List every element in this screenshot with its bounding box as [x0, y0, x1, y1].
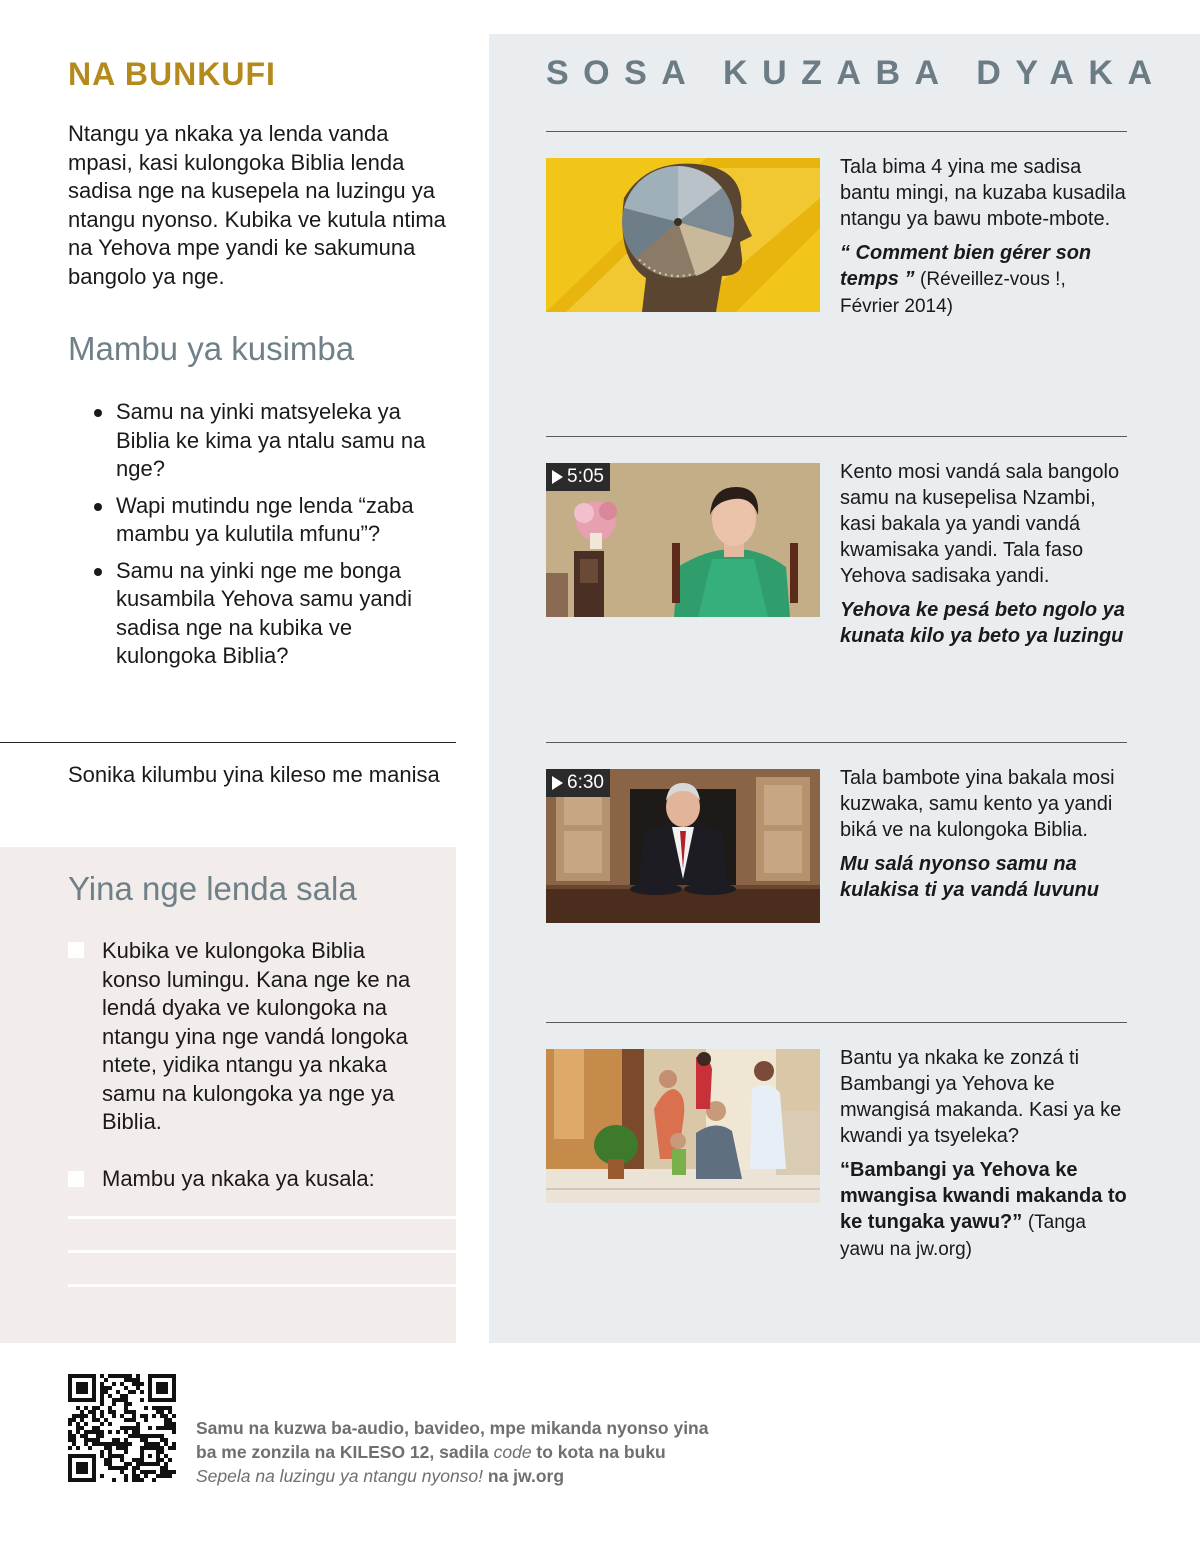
- writing-line[interactable]: [68, 1216, 456, 1219]
- video-duration-badge: [546, 769, 610, 797]
- review-list: [92, 398, 442, 679]
- article-title[interactable]: “ Comment bien gérer son temps ”: [840, 242, 1092, 290]
- article-source: (Tanga yawu na jw.org): [840, 1212, 1086, 1260]
- family-home-photo-icon: [546, 1049, 820, 1203]
- video-title[interactable]: Yehova ke pesá beto ngolo ya kunata kilo ya beto ya luzingu: [840, 599, 1125, 647]
- head-clock-illustration-icon: [546, 158, 820, 312]
- article-description: [840, 154, 1130, 320]
- task-item: Mambu ya nkaka ya kusala:: [102, 1166, 375, 1191]
- article-reference[interactable]: [840, 1157, 1130, 1263]
- video-description: [840, 459, 1130, 649]
- task-item: Kubika ve kulongoka Biblia konso lumingu. Kana nge ke na lendá dyaka ve kulongoka na ntangu yina nge vandá longoka ntete, yidika ntangu ya nkaka samu na kulongoka ya nge ya Biblia.: [102, 938, 411, 1134]
- divider: [546, 742, 1127, 743]
- video-description: [840, 765, 1130, 903]
- article-thumbnail[interactable]: [546, 158, 820, 312]
- qr-code-icon[interactable]: [68, 1374, 176, 1482]
- video-title[interactable]: Mu salá nyonso samu na kulakisa ti ya vandá luvunu: [840, 853, 1099, 901]
- article-source: (Réveillez-vous !, Février 2014): [840, 269, 1066, 317]
- divider: [546, 1022, 1127, 1023]
- play-icon: [552, 470, 563, 484]
- task-checkbox[interactable]: [68, 1171, 84, 1187]
- review-question: Samu na yinki nge me bonga kusambila Yehova samu yandi sadisa nge na kubika ve kulongoka Biblia?: [92, 557, 442, 671]
- article-reference[interactable]: [840, 240, 1130, 320]
- article-summary: Bantu ya nkaka ke zonzá ti Bambangi ya Yehova ke mwangisá makanda. Kasi ya ke kwandi ya tsyeleka?: [840, 1047, 1122, 1147]
- article-title[interactable]: “Bambangi ya Yehova ke mwangisa kwandi makanda to ke tungaka yawu?”: [840, 1159, 1127, 1233]
- video-duration-badge: [546, 463, 610, 491]
- article-summary: Tala bima 4 yina me sadisa bantu mingi, na kuzaba kusadila ntangu ya bawu mbote-mbote.: [840, 156, 1126, 230]
- summary-title: NA BUNKUFI: [68, 56, 276, 92]
- video-summary: Kento mosi vandá sala bangolo samu na kusepelisa Nzambi, kasi bakala ya yandi vandá kwamisaka yandi. Tala faso Yehova sadisaka yandi.: [840, 461, 1120, 587]
- writing-line[interactable]: [68, 1250, 456, 1253]
- video-summary: Tala bambote yina bakala mosi kuzwaka, samu kento ya yandi biká ve na kulongoka Biblia.: [840, 767, 1115, 841]
- video-duration: 6:30: [567, 772, 604, 793]
- divider: [0, 742, 456, 743]
- review-title: Mambu ya kusimba: [68, 330, 355, 367]
- summary-text: Ntangu ya nkaka ya lenda vanda mpasi, kasi kulongoka Biblia lenda sadisa nge na kusepela na luzingu ya ntangu nyonso. Kubika ve kutula ntima na Yehova mpe yandi ke sakumuna bangolo ya nge.: [68, 121, 446, 289]
- qr-code-graphic: [68, 1374, 176, 1482]
- video-thumbnail[interactable]: [546, 769, 820, 923]
- footer-text: [196, 1416, 716, 1488]
- play-icon: [552, 776, 563, 790]
- video-duration: 5:05: [567, 466, 604, 487]
- completion-date-label: Sonika kilumbu yina kileso me manisa: [68, 762, 440, 787]
- review-question: Wapi mutindu nge lenda “zaba mambu ya kulutila mfunu”?: [92, 492, 442, 549]
- explore-title: SOSA KUZABA DYAKA: [546, 54, 1167, 92]
- divider: [546, 436, 1127, 437]
- article-description: [840, 1045, 1130, 1263]
- video-thumbnail[interactable]: [546, 463, 820, 617]
- divider: [546, 131, 1127, 132]
- footer-text-part: to kota na buku: [531, 1442, 666, 1462]
- footer-book-title: Sepela na luzingu ya ntangu nyonso!: [196, 1466, 484, 1486]
- article-thumbnail[interactable]: [546, 1049, 820, 1203]
- review-question: Samu na yinki matsyeleka ya Biblia ke kima ya ntalu samu na nge?: [92, 398, 442, 484]
- writing-line[interactable]: [68, 1284, 456, 1287]
- footer-text-part: Samu na kuzwa ba-audio, bavideo, mpe mikanda nyonso yina ba me zonzila na KILESO 12, sadila: [196, 1418, 709, 1462]
- footer-code-word: code: [493, 1442, 532, 1462]
- task-title: Yina nge lenda sala: [68, 870, 357, 907]
- footer-text-part: na jw.org: [483, 1466, 565, 1486]
- task-checkbox[interactable]: [68, 942, 84, 958]
